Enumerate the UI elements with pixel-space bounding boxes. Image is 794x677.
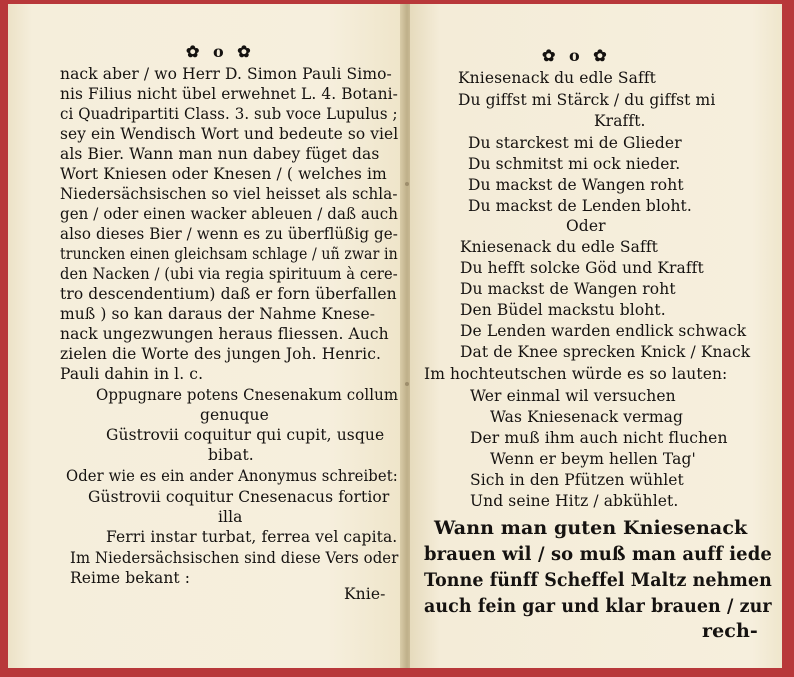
- right-catchword: rech-: [702, 620, 758, 642]
- right-line-11: Du mackst de Wangen roht: [460, 280, 676, 298]
- left-ornament: ✿ o ✿: [186, 42, 255, 61]
- right-line-25: auch fein gar und klar brauen / zur: [424, 595, 772, 617]
- left-catchword: Knie-: [344, 585, 386, 603]
- right-line-21: Und seine Hitz / abkühlet.: [470, 492, 679, 510]
- right-page: [410, 4, 782, 668]
- right-line-12: Den Büdel mackstu bloht.: [460, 301, 666, 319]
- left-line-24: Ferri instar turbat, ferrea vel capita.: [106, 528, 398, 546]
- right-line-16: Wer einmal wil versuchen: [470, 387, 676, 405]
- right-line-18: Der muß ihm auch nicht fluchen: [470, 429, 728, 447]
- left-line-14: nack ungezwungen heraus fliessen. Auch: [60, 325, 389, 343]
- left-line-15: zielen die Worte des jungen Joh. Henric.: [60, 345, 382, 363]
- left-line-6: Wort Kniesen oder Knesen / ( welches im: [60, 165, 387, 183]
- right-line-19: Wenn er beym hellen Tag': [490, 450, 696, 468]
- right-line-9: Kniesenack du edle Safft: [460, 238, 658, 256]
- right-line-6: Du mackst de Wangen roht: [468, 176, 684, 194]
- left-line-22: Güstrovii coquitur Cnesenacus fortior: [88, 488, 390, 506]
- left-line-11: den Nacken / (ubi via regia spirituum à cere-: [60, 265, 398, 283]
- left-line-17: Oppugnare potens Cnesenakum collum: [96, 386, 399, 404]
- right-line-2: Du giffst mi Stärck / du giffst mi: [458, 91, 716, 109]
- right-line-4: Du starckest mi de Glieder: [468, 134, 682, 152]
- left-line-12: tro descendentium) daß er forn überfallen: [60, 285, 397, 303]
- right-line-14: Dat de Knee sprecken Knick / Knack: [460, 343, 751, 361]
- left-line-13: muß ) so kan daraus der Nahme Knese-: [60, 305, 376, 323]
- left-line-26: Reime bekant :: [70, 569, 191, 587]
- left-line-2: nis Filius nicht übel erwehnet L. 4. Botani-: [60, 85, 398, 103]
- right-line-1: Kniesenack du edle Safft: [458, 69, 656, 87]
- left-line-5: als Bier. Wann man nun dabey füget das: [60, 145, 380, 163]
- left-line-4: sey ein Wendisch Wort und bedeute so viel: [60, 125, 399, 143]
- left-line-16: Pauli dahin in l. c.: [60, 365, 204, 383]
- left-line-20: bibat.: [208, 446, 254, 464]
- right-line-5: Du schmitst mi ock nieder.: [468, 155, 681, 173]
- right-line-15: Im hochteutschen würde es so lauten:: [424, 365, 728, 383]
- right-line-20: Sich in den Pfützen wühlet: [470, 471, 684, 489]
- binding-hole: [405, 182, 409, 186]
- left-line-23: illa: [218, 508, 243, 526]
- left-page: [8, 4, 408, 668]
- right-line-8: Oder: [566, 217, 606, 235]
- right-line-10: Du hefft solcke Göd und Krafft: [460, 259, 704, 277]
- right-line-3: Krafft.: [594, 112, 646, 130]
- right-line-23: brauen wil / so muß man auff iede: [424, 543, 772, 565]
- right-line-24: Tonne fünff Scheffel Maltz nehmen: [424, 569, 772, 591]
- right-line-17: Was Kniesenack vermag: [490, 408, 684, 426]
- right-line-13: De Lenden warden endlick schwack: [460, 322, 747, 340]
- right-line-7: Du mackst de Lenden bloht.: [468, 197, 692, 215]
- left-line-25: Im Niedersächsischen sind diese Vers oder: [70, 549, 399, 567]
- left-line-9: also dieses Bier / wenn es zu überflüßig ge-: [60, 225, 398, 243]
- right-line-22: Wann man guten Kniesenack: [434, 517, 748, 539]
- left-line-21: Oder wie es ein ander Anonymus schreibet:: [66, 467, 398, 485]
- left-line-8: gen / oder einen wacker ableuen / daß auch: [60, 205, 399, 223]
- left-line-1: nack aber / wo Herr D. Simon Pauli Simo-: [60, 65, 392, 83]
- right-ornament: ✿ o ✿: [542, 46, 611, 65]
- left-line-7: Niedersächsischen so viel heisset als schla-: [60, 185, 398, 203]
- left-line-18: genuque: [200, 406, 269, 424]
- left-line-10: truncken einen gleichsam schlage / uñ zwar in: [60, 245, 398, 263]
- left-line-19: Güstrovii coquitur qui cupit, usque: [106, 426, 385, 444]
- binding-hole: [405, 382, 409, 386]
- left-line-3: ci Quadripartiti Class. 3. sub voce Lupulus ;: [60, 105, 398, 123]
